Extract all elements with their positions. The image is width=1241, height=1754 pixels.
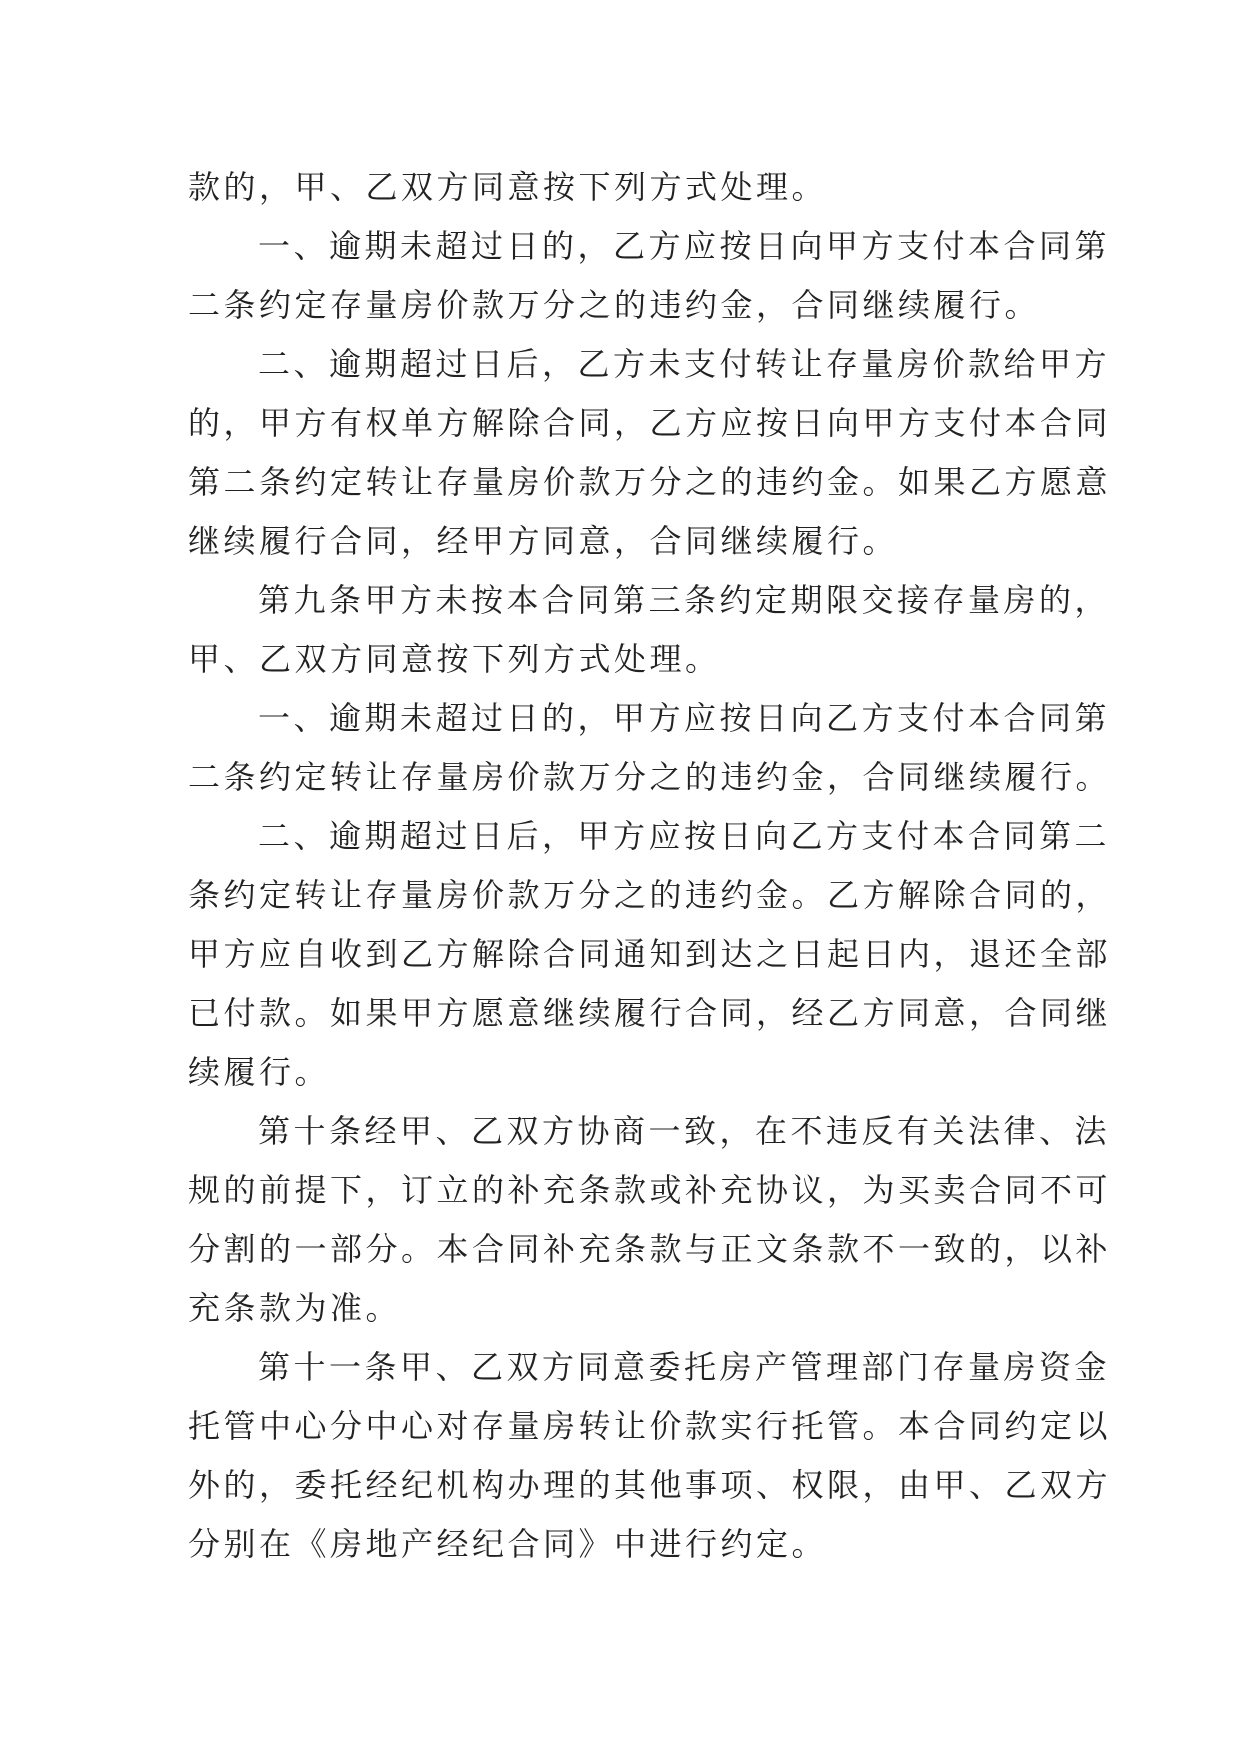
text-line: 二、逾期超过日后，甲方应按日向乙方支付本合同第二: [258, 817, 1111, 855]
text-line: 的，甲方有权单方解除合同，乙方应按日向甲方支付本合同: [188, 404, 1112, 442]
text-line: 分别在《房地产经纪合同》中进行约定。: [188, 1525, 828, 1563]
text-line: 规的前提下，订立的补充条款或补充协议，为买卖合同不可: [188, 1171, 1112, 1209]
text-line: 分割的一部分。本合同补充条款与正文条款不一致的，以补: [188, 1230, 1112, 1268]
text-line: 已付款。如果甲方愿意继续履行合同，经乙方同意，合同继: [188, 994, 1112, 1032]
text-line: 第十一条甲、乙双方同意委托房产管理部门存量房资金: [258, 1348, 1111, 1386]
text-line: 托管中心分中心对存量房转让价款实行托管。本合同约定以: [188, 1407, 1112, 1445]
text-line: 第九条甲方未按本合同第三条约定期限交接存量房的，: [258, 581, 1111, 619]
contract-text: [188, 158, 1112, 1574]
text-line: 甲方应自收到乙方解除合同通知到达之日起日内，退还全部: [188, 935, 1112, 973]
text-line: 外的，委托经纪机构办理的其他事项、权限，由甲、乙双方: [188, 1466, 1112, 1504]
text-line: 款的，甲、乙双方同意按下列方式处理。: [188, 168, 828, 206]
text-line: 继续履行合同，经甲方同意，合同继续履行。: [188, 522, 899, 560]
text-line: 甲、乙双方同意按下列方式处理。: [188, 640, 721, 678]
text-line: 二条约定转让存量房价款万分之的违约金，合同继续履行。: [188, 758, 1112, 796]
text-line: 一、逾期未超过日的，乙方应按日向甲方支付本合同第: [258, 227, 1111, 265]
text-line: 二、逾期超过日后，乙方未支付转让存量房价款给甲方: [258, 345, 1111, 383]
text-line: 第十条经甲、乙双方协商一致，在不违反有关法律、法: [258, 1112, 1111, 1150]
text-line: 条约定转让存量房价款万分之的违约金。乙方解除合同的，: [188, 876, 1112, 914]
text-line: 一、逾期未超过日的，甲方应按日向乙方支付本合同第: [258, 699, 1111, 737]
text-line: 充条款为准。: [188, 1289, 402, 1327]
text-line: 续履行。: [188, 1053, 331, 1091]
text-line: 二条约定存量房价款万分之的违约金，合同继续履行。: [188, 286, 1041, 324]
text-line: 第二条约定转让存量房价款万分之的违约金。如果乙方愿意: [188, 463, 1112, 501]
